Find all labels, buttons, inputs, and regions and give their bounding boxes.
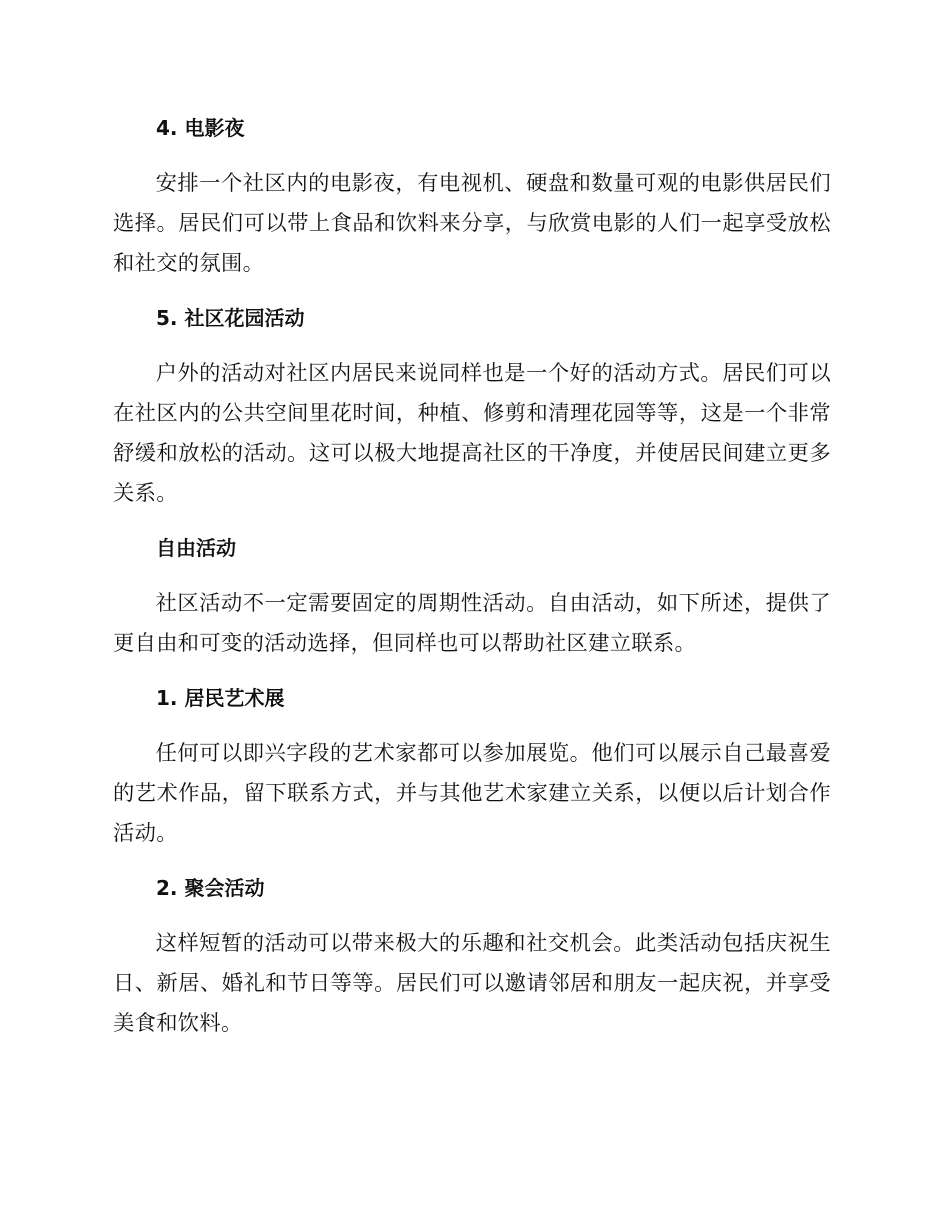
- section-heading-movie-night: 4. 电影夜: [156, 116, 245, 140]
- section-heading-free-activities: 自由活动: [156, 536, 236, 560]
- section-paragraph-movie-night: 安排一个社区内的电影夜，有电视机、硬盘和数量可观的电影供居民们选择。居民们可以带上食品和饮料来分享，与欣赏电影的人们一起享受放松和社交的氛围。: [113, 171, 831, 276]
- document-page: [113, 108, 831, 1044]
- section-paragraph-gatherings: 这样短暂的活动可以带来极大的乐趣和社交机会。此类活动包括庆祝生日、新居、婚礼和节日等等。居民们可以邀请邻居和朋友一起庆祝，并享受美食和饮料。: [113, 931, 831, 1036]
- section-paragraph-community-garden: 户外的活动对社区内居民来说同样也是一个好的活动方式。居民们可以在社区内的公共空间里花时间，种植、修剪和清理花园等等，这是一个非常舒缓和放松的活动。这可以极大地提高社区的干净度，并使居民间建立更多关系。: [113, 361, 831, 506]
- section-paragraph-free-activities: 社区活动不一定需要固定的周期性活动。自由活动，如下所述，提供了更自由和可变的活动选择，但同样也可以帮助社区建立联系。: [113, 591, 831, 656]
- section-heading-gatherings: 2. 聚会活动: [156, 876, 265, 900]
- section-paragraph-resident-art-show: 任何可以即兴字段的艺术家都可以参加展览。他们可以展示自己最喜爱的艺术作品，留下联系方式，并与其他艺术家建立关系，以便以后计划合作活动。: [113, 741, 831, 846]
- section-heading-resident-art-show: 1. 居民艺术展: [156, 686, 285, 710]
- section-heading-community-garden: 5. 社区花园活动: [156, 306, 305, 330]
